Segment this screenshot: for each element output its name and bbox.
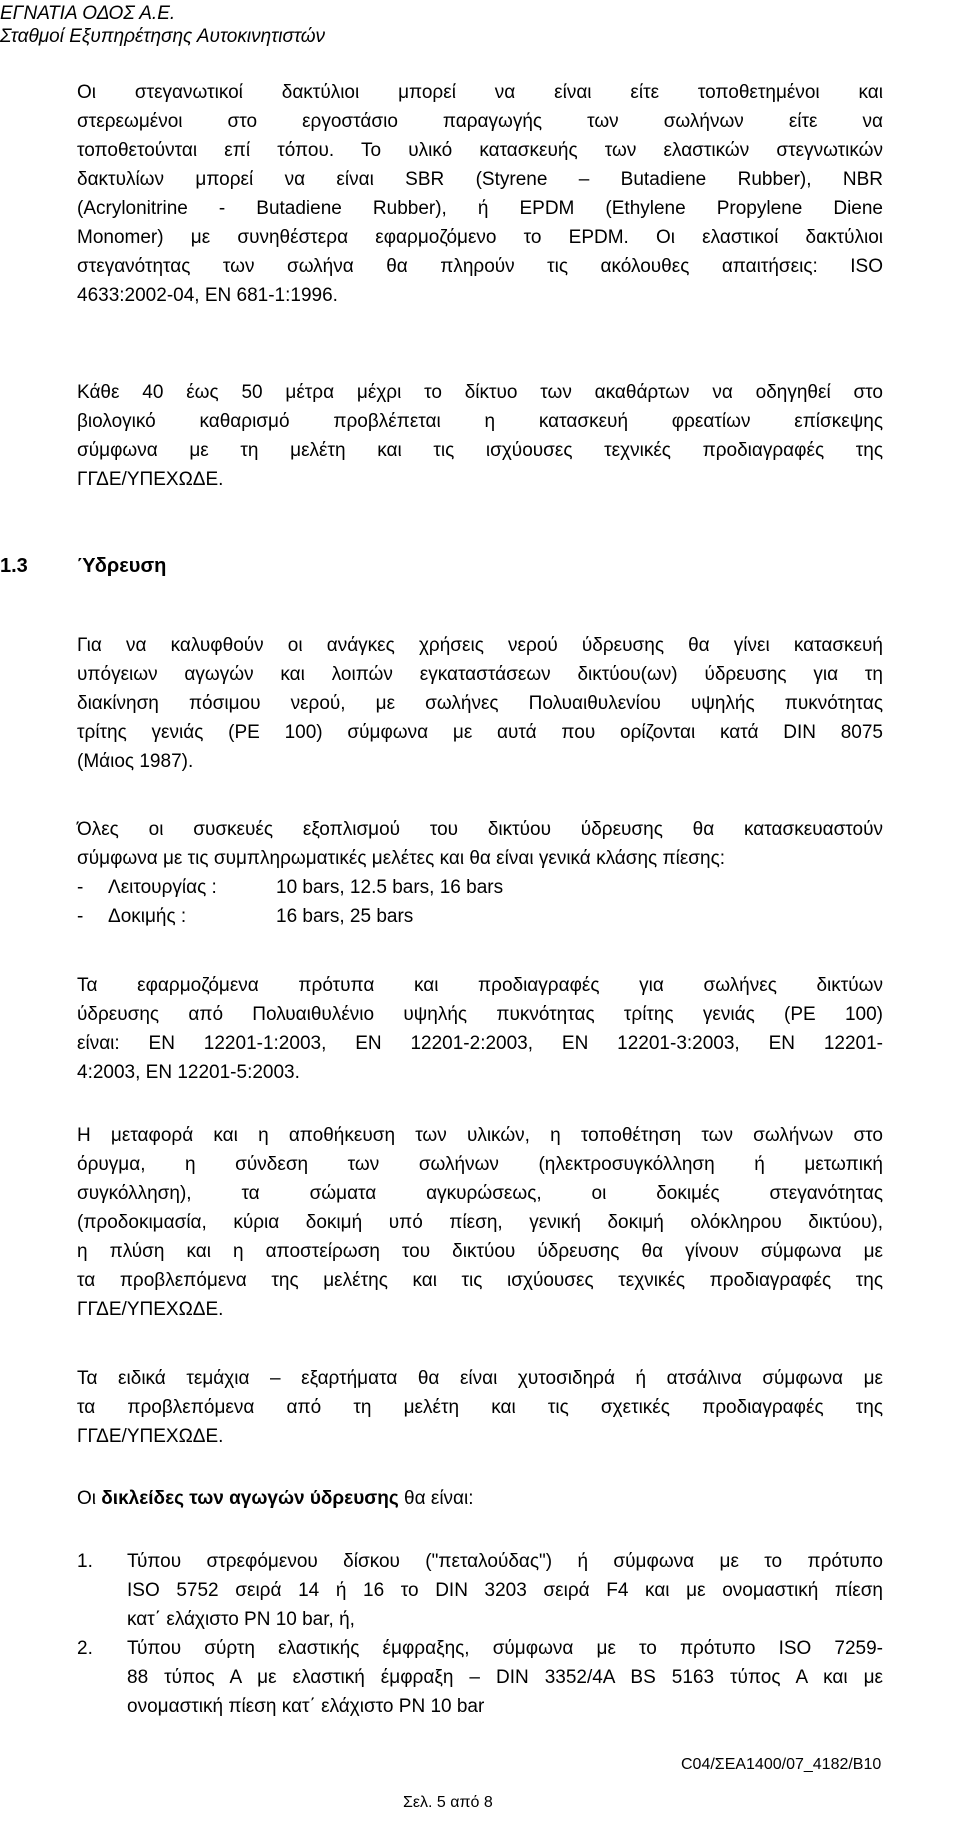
text-line: Οι στεγανωτικοί δακτύλιοι μπορεί να είναι είτε τοποθετημένοι και: [77, 82, 883, 103]
text-line: σύμφωνα με τη μελέτη και τις ισχύουσες τεχνικές προδιαγραφές της: [77, 440, 883, 461]
text-line: ΓΓΔΕ/ΥΠΕΧΩΔΕ.: [77, 1299, 224, 1320]
pressure-item: [77, 873, 883, 902]
list-marker: 1.: [77, 1551, 93, 1572]
paragraph-fittings: [77, 1364, 883, 1451]
paragraph-gaskets: [77, 78, 883, 310]
text-line: ΓΓΔΕ/ΥΠΕΧΩΔΕ.: [77, 469, 224, 490]
header-company: ΕΓΝΑΤΙΑ ΟΔΟΣ Α.Ε.: [0, 3, 176, 24]
list-dash: -: [77, 877, 84, 898]
text-line: ονομαστική πίεση κατ΄ ελάχιστο PN 10 bar: [127, 1696, 485, 1717]
document-code: C04/ΣΕΑ1400/07_4182/B10: [681, 1756, 882, 1773]
list-item: [77, 1634, 883, 1721]
paragraph-standards: [77, 971, 883, 1087]
pressure-label: Λειτουργίας :: [108, 877, 217, 898]
text-line: Τύπου σύρτη ελαστικής έμφραξης, σύμφωνα με το πρότυπο ISO 7259-: [127, 1638, 883, 1659]
text-line: Monomer) με συνηθέστερα εφαρμοζόμενο το EPDM. Οι ελαστικοί δακτύλιοι: [77, 227, 883, 248]
section-heading: [0, 552, 166, 581]
text-line: 88 τύπος Α με ελαστική έμφραξη – DIN 3352/4A BS 5163 τύπος Α και με: [127, 1667, 883, 1688]
text-line: Η μεταφορά και η αποθήκευση των υλικών, η τοποθέτηση των σωλήνων στο: [77, 1125, 883, 1146]
text-line: υπόγειων αγωγών και λοιπών εγκαταστάσεων δικτύου(ων) ύδρευσης για τη: [77, 664, 883, 685]
section-title: Ύδρευση: [77, 555, 167, 577]
text-line: (Acrylonitrine - Butadiene Rubber), ή EPDM (Ethylene Propylene Diene: [77, 198, 883, 219]
text-line: όρυγμα, η σύνδεση των σωλήνων (ηλεκτροσυγκόλληση ή μετωπική: [77, 1154, 883, 1175]
text-line: ύδρευσης από Πολυαιθυλένιο υψηλής πυκνότητας τρίτης γενιάς (PE 100): [77, 1004, 883, 1025]
pressure-item: [77, 902, 883, 931]
intro-prefix: Οι: [77, 1488, 102, 1509]
intro-suffix: θα είναι:: [398, 1488, 474, 1509]
text-line: 4633:2002-04, EN 681-1:1996.: [77, 285, 338, 306]
paragraph-installation: [77, 1121, 883, 1324]
text-line: τα προβλεπόμενα της μελέτης και τις ισχύουσες τεχνικές προδιαγραφές της: [77, 1270, 883, 1291]
document-header: [0, 2, 325, 48]
paragraph-manholes: [77, 378, 883, 494]
text-line: ΓΓΔΕ/ΥΠΕΧΩΔΕ.: [77, 1426, 224, 1447]
text-line: τοποθετούνται επί τόπου. Το υλικό κατασκευής των ελαστικών στεγνωτικών: [77, 140, 883, 161]
text-line: βιολογικό καθαρισμό προβλέπεται η κατασκευή φρεατίων επίσκεψης: [77, 411, 883, 432]
text-line: 4:2003, EN 12201-5:2003.: [77, 1062, 300, 1083]
text-line: στερεωμένοι στο εργοστάσιο παραγωγής των σωλήνων είτε να: [77, 111, 883, 132]
list-dash: -: [77, 906, 84, 927]
paragraph-valves-intro: [77, 1484, 883, 1513]
text-line: στεγανότητας των σωλήνα θα πληρούν τις ακόλουθες απαιτήσεις: ISO: [77, 256, 883, 277]
paragraph-equipment: [77, 815, 883, 931]
text-line: δακτυλίων μπορεί να είναι SBR (Styrene – Butadiene Rubber), NBR: [77, 169, 883, 190]
text-line: σύμφωνα με τις συμπληρωματικές μελέτες και θα είναι γενικά κλάσης πίεσης:: [77, 848, 726, 869]
page-number: Σελ. 5 από 8: [403, 1794, 493, 1811]
pressure-label: Δοκιμής :: [108, 906, 187, 927]
header-subtitle: Σταθμοί Εξυπηρέτησης Αυτοκινητιστών: [0, 26, 326, 47]
list-marker: 2.: [77, 1638, 93, 1659]
text-line: ISO 5752 σειρά 14 ή 16 το DIN 3203 σειρά F4 και με ονομαστική πίεση: [127, 1580, 883, 1601]
list-item: [77, 1547, 883, 1634]
intro-bold: δικλείδες των αγωγών ύδρευσης: [101, 1488, 399, 1509]
text-line: τρίτης γενιάς (PE 100) σύμφωνα με αυτά που ορίζονται κατά DIN 8075: [77, 722, 883, 743]
text-line: διακίνηση πόσιμου νερού, με σωλήνες Πολυαιθυλενίου υψηλής πυκνότητας: [77, 693, 883, 714]
text-line: Τα ειδικά τεμάχια – εξαρτήματα θα είναι χυτοσιδηρά ή ατσάλινα σύμφωνα με: [77, 1368, 883, 1389]
text-line: Τύπου στρεφόμενου δίσκου ("πεταλούδας") ή σύμφωνα με το πρότυπο: [127, 1551, 883, 1572]
text-line: Όλες οι συσκευές εξοπλισμού του δικτύου ύδρευσης θα κατασκευαστούν: [77, 819, 883, 840]
text-line: Τα εφαρμοζόμενα πρότυπα και προδιαγραφές για σωλήνες δικτύων: [77, 975, 883, 996]
text-line: (Μάιος 1987).: [77, 751, 194, 772]
text-line: [77, 1484, 883, 1513]
section-number: 1.3: [0, 555, 28, 577]
text-line: η πλύση και η αποστείρωση του δικτύου ύδρευσης θα γίνουν σύμφωνα με: [77, 1241, 883, 1262]
pressure-value: 16 bars, 25 bars: [276, 906, 414, 927]
paragraph-water-supply: [77, 631, 883, 776]
text-line: Για να καλυφθούν οι ανάγκες χρήσεις νερού ύδρευσης θα γίνει κατασκευή: [77, 635, 883, 656]
text-line: συγκόλληση), τα σώματα αγκυρώσεως, οι δοκιμές στεγανότητας: [77, 1183, 883, 1204]
text-line: (προδοκιμασία, κύρια δοκιμή υπό πίεση, γενική δοκιμή ολόκληρου δικτύου),: [77, 1212, 883, 1233]
text-line: τα προβλεπόμενα από τη μελέτη και τις σχετικές προδιαγραφές της: [77, 1397, 883, 1418]
text-line: Κάθε 40 έως 50 μέτρα μέχρι το δίκτυο των ακαθάρτων να οδηγηθεί στο: [77, 382, 883, 403]
text-line: κατ΄ ελάχιστο PN 10 bar, ή,: [127, 1609, 355, 1630]
text-line: είναι: EN 12201-1:2003, EN 12201-2:2003, EN 12201-3:2003, EN 12201-: [77, 1033, 883, 1054]
pressure-value: 10 bars, 12.5 bars, 16 bars: [276, 877, 504, 898]
valves-list: [77, 1547, 883, 1721]
